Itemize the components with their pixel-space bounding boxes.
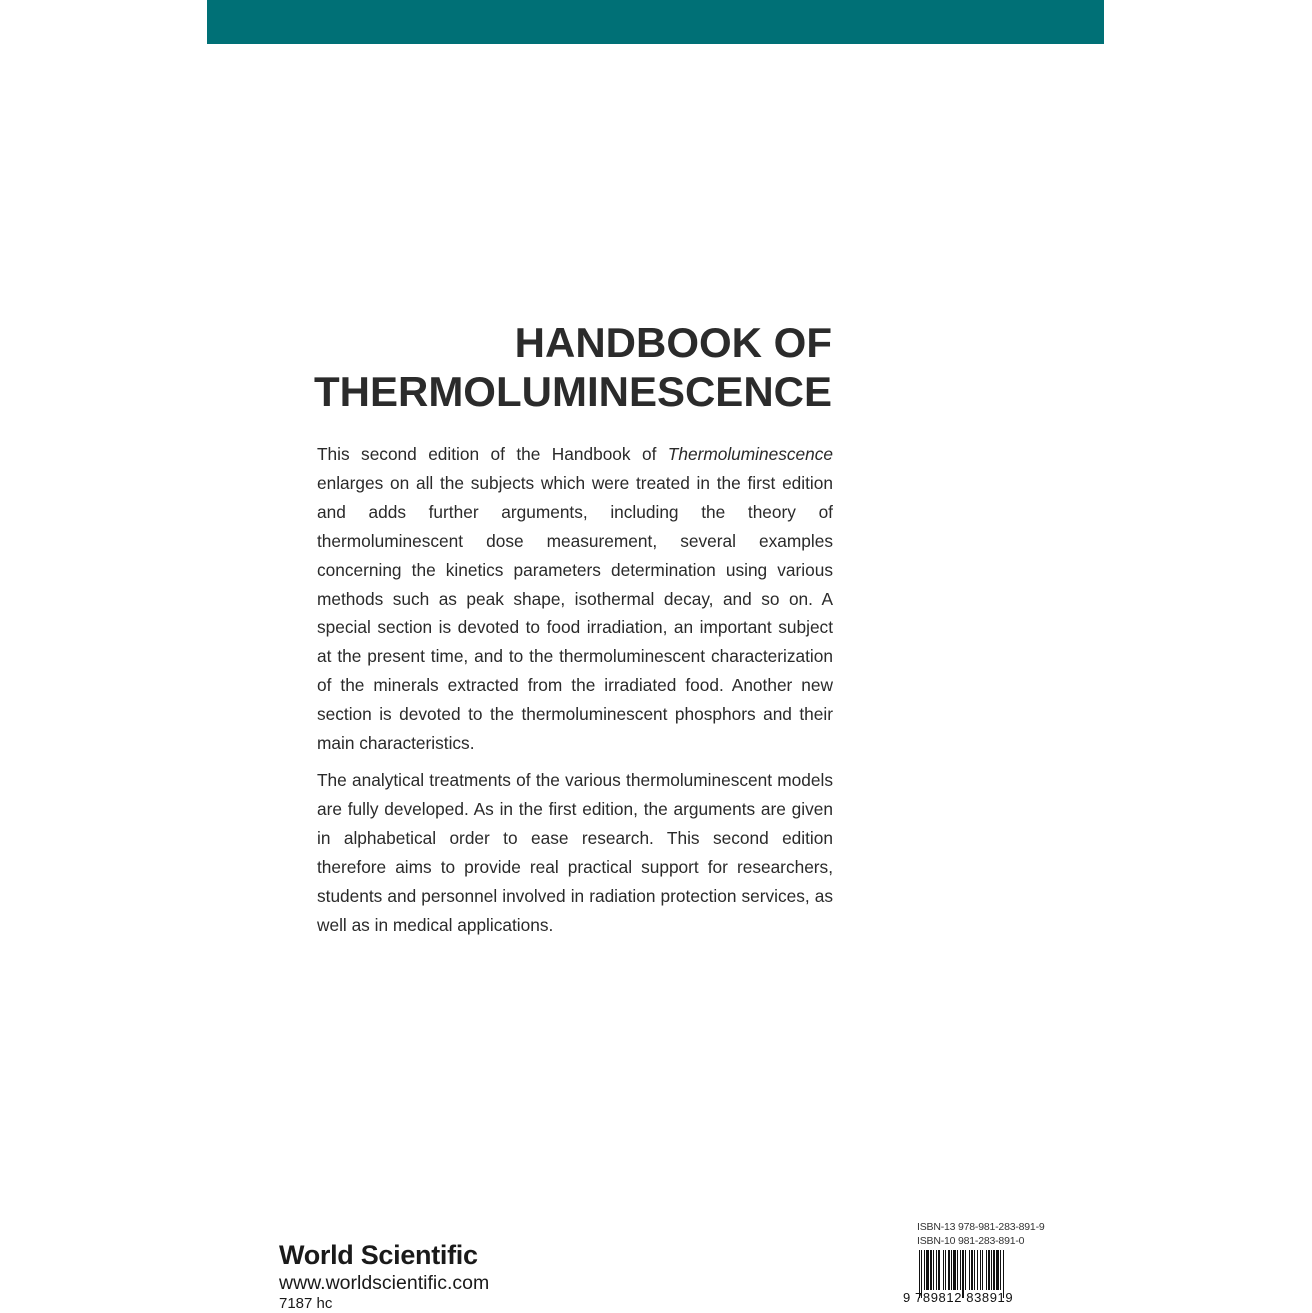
barcode-bar xyxy=(971,1250,973,1290)
isbn-13: ISBN-13 978-981-283-891-9 xyxy=(917,1221,1045,1233)
title-line-2: THERMOLUMINESCENCE xyxy=(313,368,832,415)
barcode-bar xyxy=(938,1250,940,1290)
barcode-bar xyxy=(974,1250,975,1290)
publisher-block xyxy=(279,1240,489,1313)
barcode-bar xyxy=(986,1250,987,1290)
book-description xyxy=(317,440,833,947)
barcode-bar xyxy=(960,1250,961,1290)
isbn-10: ISBN-10 981-283-891-0 xyxy=(917,1235,1025,1247)
barcode-bar xyxy=(988,1250,990,1290)
barcode-bar xyxy=(943,1250,944,1290)
barcode-bar xyxy=(996,1250,999,1290)
barcode-bar xyxy=(933,1250,934,1290)
publisher-url: www.worldscientific.com xyxy=(279,1272,490,1294)
top-color-band xyxy=(207,0,1104,44)
barcode-bar xyxy=(980,1250,981,1290)
product-code: 7187 hc xyxy=(279,1295,333,1312)
description-paragraph-1: This second edition of the Handbook of Thermoluminescence enlarges on all the subjects which were treated in the first edition and adds further arguments, including the theory of thermoluminescent dose measurement, several examples concerning the kinetics parameters determination using various methods such as peak shape, isothermal decay, and so on. A special section is devoted to food irradiation, an important subject at the present time, and to the thermoluminescent characterization of the minerals extracted from the irradiated food. Another new section is devoted to the thermoluminescent phosphors and their main characteristics. xyxy=(317,444,833,754)
isbn-block xyxy=(917,1220,1045,1248)
barcode-bar xyxy=(991,1250,992,1290)
barcode-bar xyxy=(948,1250,950,1290)
barcode-bar xyxy=(951,1250,952,1290)
barcode-bar xyxy=(953,1250,956,1290)
barcode-bar xyxy=(977,1250,978,1290)
barcode-bar xyxy=(969,1250,970,1290)
barcode-bar xyxy=(924,1250,925,1290)
barcode-bar xyxy=(930,1250,932,1290)
barcode-bar xyxy=(1000,1250,1001,1290)
barcode-digits: 9 789812 838919 xyxy=(903,1290,1014,1305)
barcode-bar xyxy=(982,1250,983,1290)
title-line-1: HANDBOOK OF xyxy=(514,319,832,366)
publisher-name: World Scientific xyxy=(279,1240,478,1270)
barcode-bar xyxy=(936,1250,937,1290)
barcode-bar xyxy=(945,1250,946,1290)
description-paragraph-2: The analytical treatments of the various thermoluminescent models are fully developed. As in the first edition, the arguments are given in alphabetical order to ease research. This second edition therefore aims to provide real practical support for researchers, students and personnel involved in radiation protection services, as well as in medical applications. xyxy=(317,769,833,935)
italic-term: Thermoluminescence xyxy=(667,444,833,464)
barcode-bar xyxy=(957,1250,958,1290)
barcode-bar xyxy=(965,1250,966,1290)
book-title xyxy=(314,318,832,416)
barcode-bar xyxy=(993,1250,995,1290)
barcode-bar xyxy=(926,1250,929,1290)
